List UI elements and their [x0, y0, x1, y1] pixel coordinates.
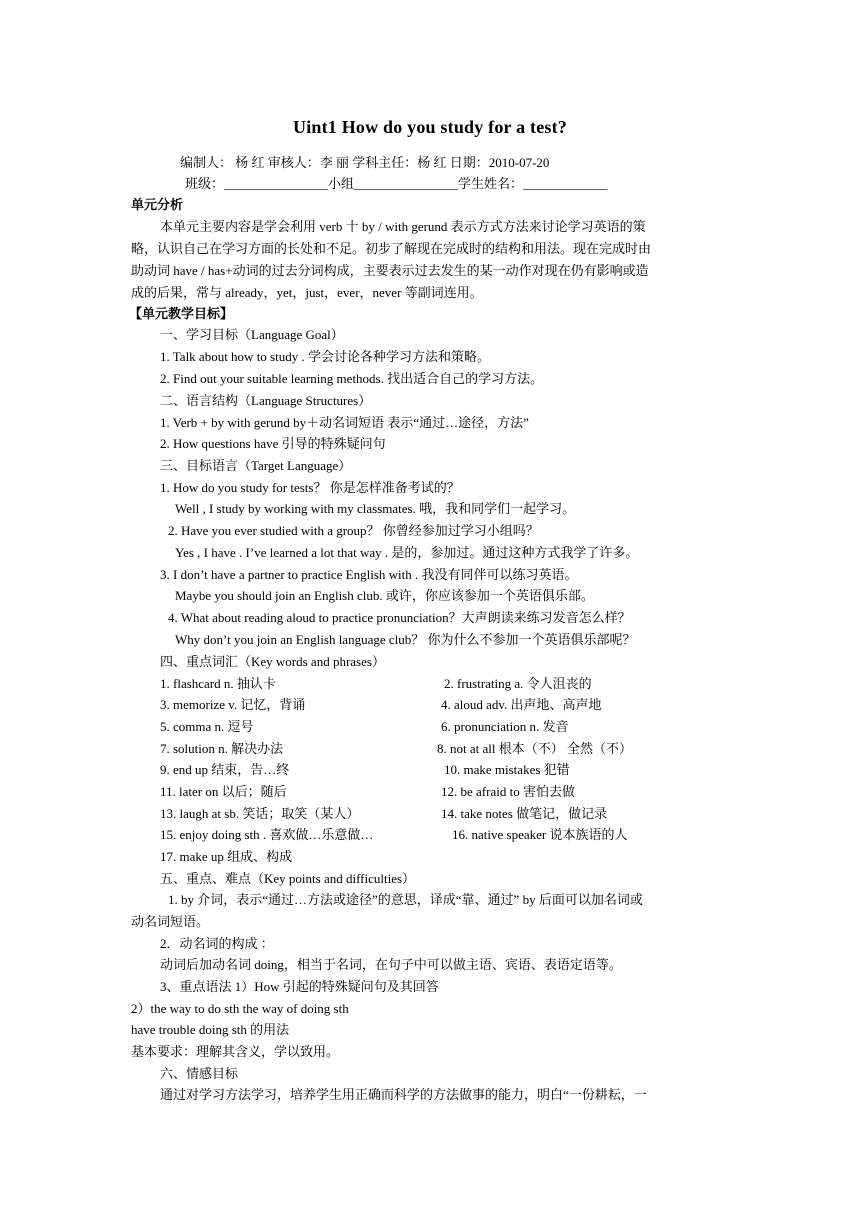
- unit-analysis-line: 成的后果，常与 already，yet，just，ever，never 等副词连用。: [131, 285, 483, 300]
- vocab-item: 17. make up 组成、构成: [160, 849, 293, 864]
- vocab-item: 12. be afraid to 害怕去做: [441, 784, 575, 799]
- emotion-goal-line: 通过对学习方法学习，培养学生用正确而科学的方法做事的能力，明白“一份耕耘，一: [160, 1087, 647, 1102]
- target-language-line: 2. Have you ever studied with a group？ 你曾经参加过学习小组吗？: [168, 523, 539, 538]
- target-language-line: 1. How do you study for tests？ 你是怎样准备考试的？: [160, 480, 460, 495]
- goal-item: 1. Talk about how to study . 学会讨论各种学习方法和策略。: [160, 349, 490, 364]
- key-point-line: 动名词短语。: [131, 914, 210, 929]
- section-heading: 二、语言结构（Language Structures）: [160, 393, 372, 408]
- unit-analysis-line: 略，认识自己在学习方面的长处和不足。初步了解现在完成时的结构和用法。现在完成时由: [131, 241, 652, 256]
- vocab-item: 2. frustrating a. 令人沮丧的: [444, 676, 592, 691]
- target-language-line: Maybe you should join an English club. 或许，你应该参加一个英语俱乐部。: [175, 588, 594, 603]
- author-meta-line: 编制人： 杨 红 审核人：李 丽 学科主任：杨 红 日期：2010-07-20: [180, 155, 550, 170]
- goals-heading: 【单元教学目标】: [129, 306, 234, 321]
- target-language-line: Why don’t you join an English language club？ 你为什么不参加一个英语俱乐部呢？: [175, 632, 636, 647]
- vocab-item: 11. later on 以后；随后: [160, 784, 287, 799]
- section-heading: 四、重点词汇（Key words and phrases）: [160, 654, 385, 669]
- vocab-item: 14. take notes 做笔记，做记录: [441, 806, 608, 821]
- key-point-line: 1. by 介词，表示“通过…方法或途径”的意思，译成“靠、通过” by 后面可以加名词或: [168, 892, 643, 907]
- key-point-line: 基本要求：理解其含义，学以致用。: [131, 1044, 340, 1059]
- key-point-line: 3、重点语法 1）How 引起的特殊疑问句及其回答: [160, 979, 439, 994]
- vocab-item: 10. make mistakes 犯错: [444, 762, 570, 777]
- section-heading: 三、目标语言（Target Language）: [160, 458, 352, 473]
- unit-analysis-heading: 单元分析: [131, 197, 184, 212]
- target-language-line: Well , I study by working with my classmates. 哦，我和同学们一起学习。: [175, 501, 576, 516]
- vocab-item: 3. memorize v. 记忆，背诵: [160, 697, 306, 712]
- vocab-item: 1. flashcard n. 抽认卡: [160, 676, 276, 691]
- vocab-item: 16. native speaker 说本族语的人: [452, 827, 628, 842]
- vocab-item: 13. laugh at sb. 笑话；取笑（某人）: [160, 806, 360, 821]
- vocab-item: 15. enjoy doing sth . 喜欢做…乐意做…: [160, 827, 374, 842]
- key-point-line: 2）the way to do sth the way of doing sth: [131, 1001, 349, 1016]
- structure-item: 2. How questions have 引导的特殊疑问句: [160, 436, 386, 451]
- goal-item: 2. Find out your suitable learning methods. 找出适合自己的学习方法。: [160, 371, 544, 386]
- key-point-line: 动词后加动名词 doing，相当于名词，在句子中可以做主语、宾语、表语定语等。: [160, 957, 622, 972]
- vocab-item: 4. aloud adv. 出声地、高声地: [441, 697, 602, 712]
- structure-item: 1. Verb + by with gerund by＋动名词短语 表示“通过…途径，方法”: [160, 415, 529, 430]
- vocab-item: 6. pronunciation n. 发音: [441, 719, 569, 734]
- section-heading: 五、重点、难点（Key points and difficulties）: [160, 871, 416, 886]
- target-language-line: 3. I don’t have a partner to practice English with . 我没有同伴可以练习英语。: [160, 567, 578, 582]
- unit-analysis-line: 本单元主要内容是学会利用 verb 十 by / with gerund 表示方式方法来讨论学习英语的策: [160, 219, 646, 234]
- section-heading: 六、情感目标: [160, 1066, 239, 1081]
- key-point-line: 2．动名词的构成 ：: [160, 936, 274, 951]
- target-language-line: 4. What about reading aloud to practice pronunciation？大声朗读来练习发音怎么样？: [168, 610, 631, 625]
- vocab-item: 8. not at all 根本（不） 全然（不）: [437, 741, 632, 756]
- unit-analysis-line: 助动词 have / has+动词的过去分词构成，主要表示过去发生的某一动作对现在仍有影响或造: [131, 263, 649, 278]
- vocab-item: 7. solution n. 解决办法: [160, 741, 284, 756]
- page-title: Uint1 How do you study for a test?: [293, 117, 567, 137]
- class-fill-line: 班级：________________小组________________学生姓名：_____________: [185, 176, 608, 191]
- section-heading: 一、学习目标（Language Goal）: [160, 327, 344, 342]
- vocab-item: 5. comma n. 逗号: [160, 719, 254, 734]
- vocab-item: 9. end up 结束，告…终: [160, 762, 290, 777]
- key-point-line: have trouble doing sth 的用法: [131, 1022, 290, 1037]
- target-language-line: Yes , I have . I’ve learned a lot that way . 是的，参加过。通过这种方式我学了许多。: [175, 545, 639, 560]
